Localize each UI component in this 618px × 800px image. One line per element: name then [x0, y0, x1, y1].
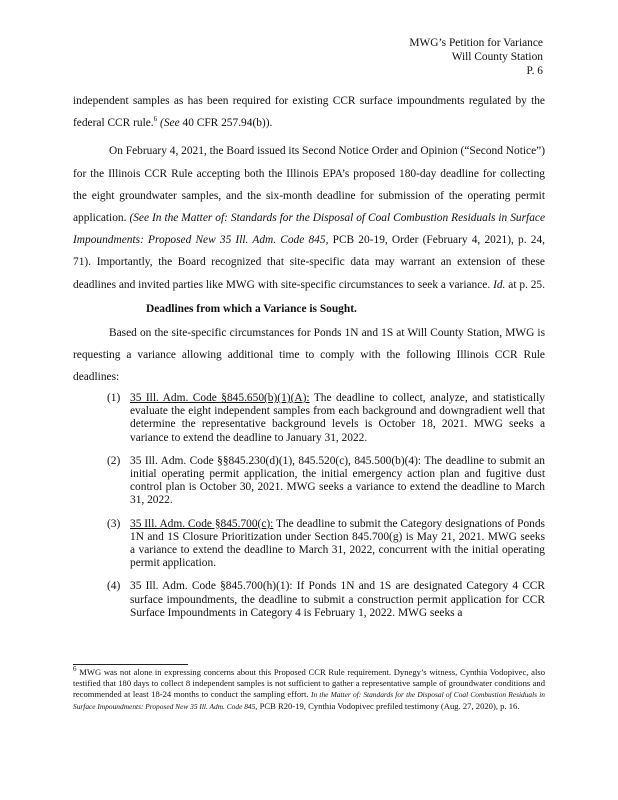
deadline-list: [107, 392, 545, 630]
paragraph-2: On February 4, 2021, the Board issued its Second Notice Order and Opinion (“Second Notice”) for the Illinois CCR Rule accepting both the Illinois EPA’s proposed 180-day deadline for collecting the eight groundwater samples, and the six-month deadline for submission of the operating permit application. (See In the Matter of: Standards for the Disposal of Coal Combustion Residuals in Surface Impoundments: Proposed New 35 Ill. Adm. Code 845, PCB 20-19, Order (February 4, 2021), p. 24, 71). Importantly, the Board recognized that site-specific data may warrant an extension of these deadlines and invited parties like MWG with site-specific circumstances to seek a variance. Id. at p. 25.: [73, 145, 545, 291]
list-item: (2) 35 Ill. Adm. Code §§845.230(d)(1), 845.520(c), 845.500(b)(4): The deadline to submit an initial operating permit application, the initial emergency action plan and fugitive dust control plan is October 30, 2021. MWG seeks a variance to extend the deadline to March 31, 2022.: [107, 454, 545, 507]
list-item: (3) 35 Ill. Adm. Code §845.700(c): The deadline to submit the Category designations of Ponds 1N and 1S Closure Prioritization under Section 845.700(g) is May 21, 2021. MWG seeks a variance to extend the deadline to March 31, 2022, concurrent with the initial operating permit application.: [107, 517, 545, 570]
header-title: MWG’s Petition for Variance: [409, 37, 543, 49]
item-citation: 35 Ill. Adm. Code §845.700(h)(1):: [130, 580, 293, 593]
footnote-mark: 6: [73, 665, 77, 674]
header-station: Will County Station: [451, 51, 543, 63]
item-citation: 35 Ill. Adm. Code §845.650(b)(1)(A):: [130, 392, 310, 404]
list-item: (1) 35 Ill. Adm. Code §845.650(b)(1)(A): The deadline to collect, analyze, and statistically evaluate the eight independent samples from each background and downgradient well that determine the representative background levels is October 18, 2021. MWG seeks a variance to extend the deadline to January 31, 2022.: [107, 392, 545, 444]
page-header: [409, 36, 543, 78]
footnote: $^6$ MWG was not alone in expressing concerns about this Proposed CCR Rule requirement. Dynegy’s witness, Cynthia Vodopivec, also testified that 180 days to collect 8 independent samples is not sufficient to gather a representative sample of groundwater conditions and recommended at least 18-24 months to conduct the sampling effort. In the Matter of: Standards for the Disposal of Coal Combustion Residuals in Surface Impoundments: Proposed New 35 Ill. Adm. Code 845, PCB R20-19, Cynthia Vodopivec prefiled testimony (Aug. 27, 2020), p. 16.: [73, 665, 545, 711]
item-citation: 35 Ill. Adm. Code §§845.230(d)(1), 845.520(c), 845.500(b)(4):: [130, 454, 422, 467]
paragraph-3: Based on the site-specific circumstances for Ponds 1N and 1S at Will County Station, MWG is requesting a variance allowing additional time to comply with the following Illinois CCR Rule deadlines:: [73, 327, 545, 384]
footnote-divider: [73, 664, 188, 665]
paragraph-1: independent samples as has been required for existing CCR surface impoundments regulated by the federal CCR rule.$^6$ (See 40 CFR 257.94(b)).: [73, 95, 545, 130]
body-text: [73, 90, 545, 389]
list-item: (4) 35 Ill. Adm. Code §845.700(h)(1): If Ponds 1N and 1S are designated Category 4 CCR surface impoundments, the deadline to submit a construction permit application for CCR Surface Impoundments in Category 4 is February 1, 2022. MWG seeks a: [107, 580, 545, 619]
item-citation: 35 Ill. Adm. Code §845.700(c):: [130, 517, 274, 530]
section-heading: Deadlines from which a Variance is Sought.: [146, 302, 357, 315]
footnote-ref: 6: [153, 115, 158, 124]
header-page-number: P. 6: [526, 65, 543, 77]
